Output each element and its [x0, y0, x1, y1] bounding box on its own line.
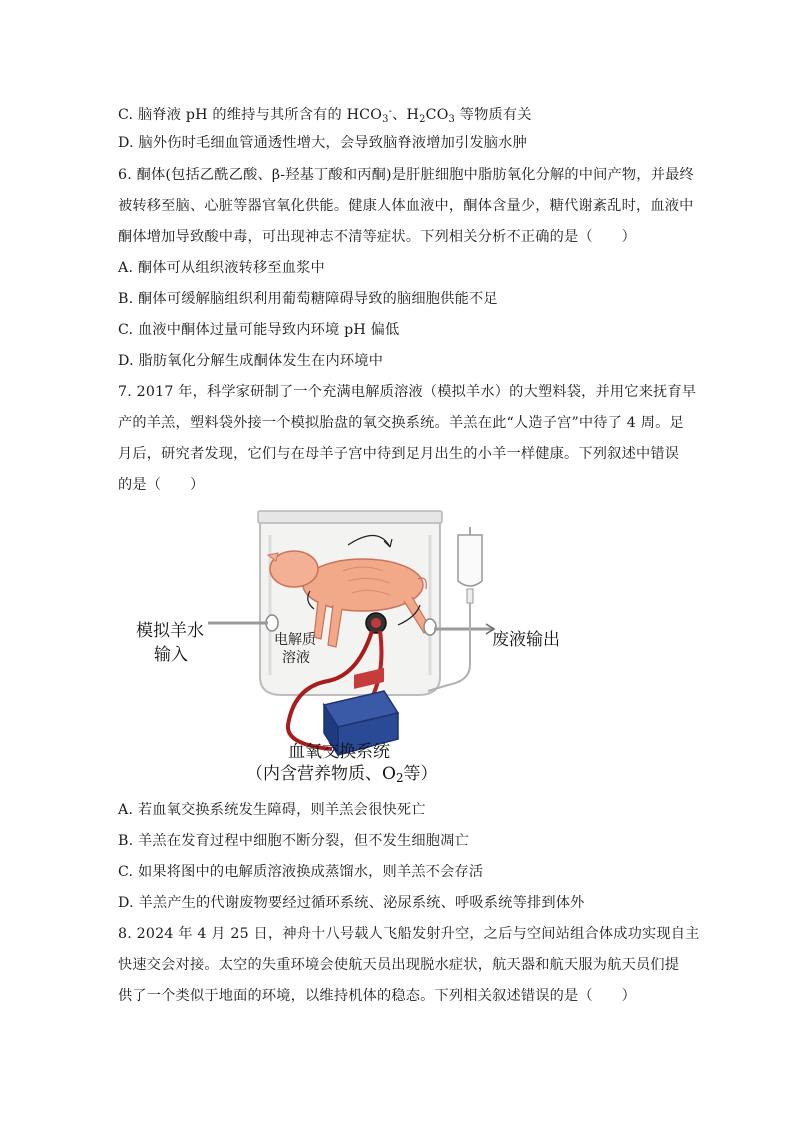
artificial-womb-figure [128, 505, 578, 795]
bag-top-seal [258, 511, 442, 523]
q5-option-c: C. 脑脊液 pH 的维持与其所含有的 $HCO_3^-$、$H_2CO_3$ 等物质有关 [118, 106, 532, 125]
q6-option-b: B. 酮体可缓解脑组织利用葡萄糖障碍导致的脑细胞供能不足 [118, 291, 498, 307]
q6-option-a: A. 酮体可从组织液转移至血浆中 [118, 260, 325, 276]
q7-stem-line-4: 的是（ ） [118, 477, 205, 493]
label-amniotic-input-2: 输入 [154, 645, 188, 665]
q6-stem-line-1: 6. 酮体(包括乙酰乙酸、β-羟基丁酸和丙酮)是肝脏细胞中脂肪氧化分解的中间产物，并最终 [118, 167, 694, 183]
label-oxygen-exchange-system: 血氧交换系统 [288, 742, 390, 762]
q6-option-d: D. 脂肪氧化分解生成酮体发生在内环境中 [118, 353, 384, 369]
q7-option-b: B. 羊羔在发育过程中细胞不断分裂，但不发生细胞凋亡 [118, 833, 469, 849]
q8-stem-line-1: 8. 2024 年 4 月 25 日，神舟十八号载人飞船发射升空，之后与空间站组合体成功实现自主 [118, 926, 700, 942]
label-electrolyte-2: 溶液 [282, 650, 310, 666]
q7-option-d: D. 羊羔产生的代谢废物要经过循环系统、泌尿系统、呼吸系统等排到体外 [118, 895, 585, 911]
q6-option-c: C. 血液中酮体过量可能导致内环境 pH 偏低 [118, 322, 400, 338]
q7-option-a: A. 若血氧交换系统发生障碍，则羊羔会很快死亡 [118, 802, 426, 818]
label-amniotic-input-1: 模拟羊水 [136, 621, 204, 641]
label-contains: （内含营养物质、$O_2$等） [246, 764, 438, 785]
q7-option-c: C. 如果将图中的电解质溶液换成蒸馏水，则羊羔不会存活 [118, 864, 484, 880]
q6-stem-line-3: 酮体增加导致酸中毒，可出现神志不清等症状。下列相关分析不正确的是（ ） [118, 229, 636, 245]
q8-stem-line-3: 供了一个类似于地面的环境，以维持机体的稳态。下列相关叙述错误的是（ ） [118, 988, 636, 1004]
q7-stem-line-2: 产的羊羔，塑料袋外接一个模拟胎盘的氧交换系统。羊羔在此“人造子宫”中待了 4 周。足 [118, 415, 684, 431]
q5-option-d: D. 脑外伤时毛细血管通透性增大，会导致脑脊液增加引发脑水肿 [118, 135, 527, 151]
label-electrolyte-1: 电解质 [274, 632, 316, 648]
label-waste-output: 废液输出 [492, 630, 560, 650]
q6-stem-line-2: 被转移至脑、心脏等器官氧化供能。健康人体血液中，酮体含量少，糖代谢紊乱时，血液中 [118, 198, 694, 214]
outlet-port [424, 619, 436, 635]
q7-stem-line-3: 月后，研究者发现，它们与在母羊子宫中待到足月出生的小羊一样健康。下列叙述中错误 [118, 446, 680, 462]
q7-stem-line-1: 7. 2017 年，科学家研制了一个充满电解质溶液（模拟羊水）的大塑料袋，并用它来抚育早 [118, 384, 697, 400]
q8-stem-line-2: 快速交会对接。太空的失重环境会使航天员出现脱水症状，航天器和航天服为航天员们提 [118, 957, 680, 973]
